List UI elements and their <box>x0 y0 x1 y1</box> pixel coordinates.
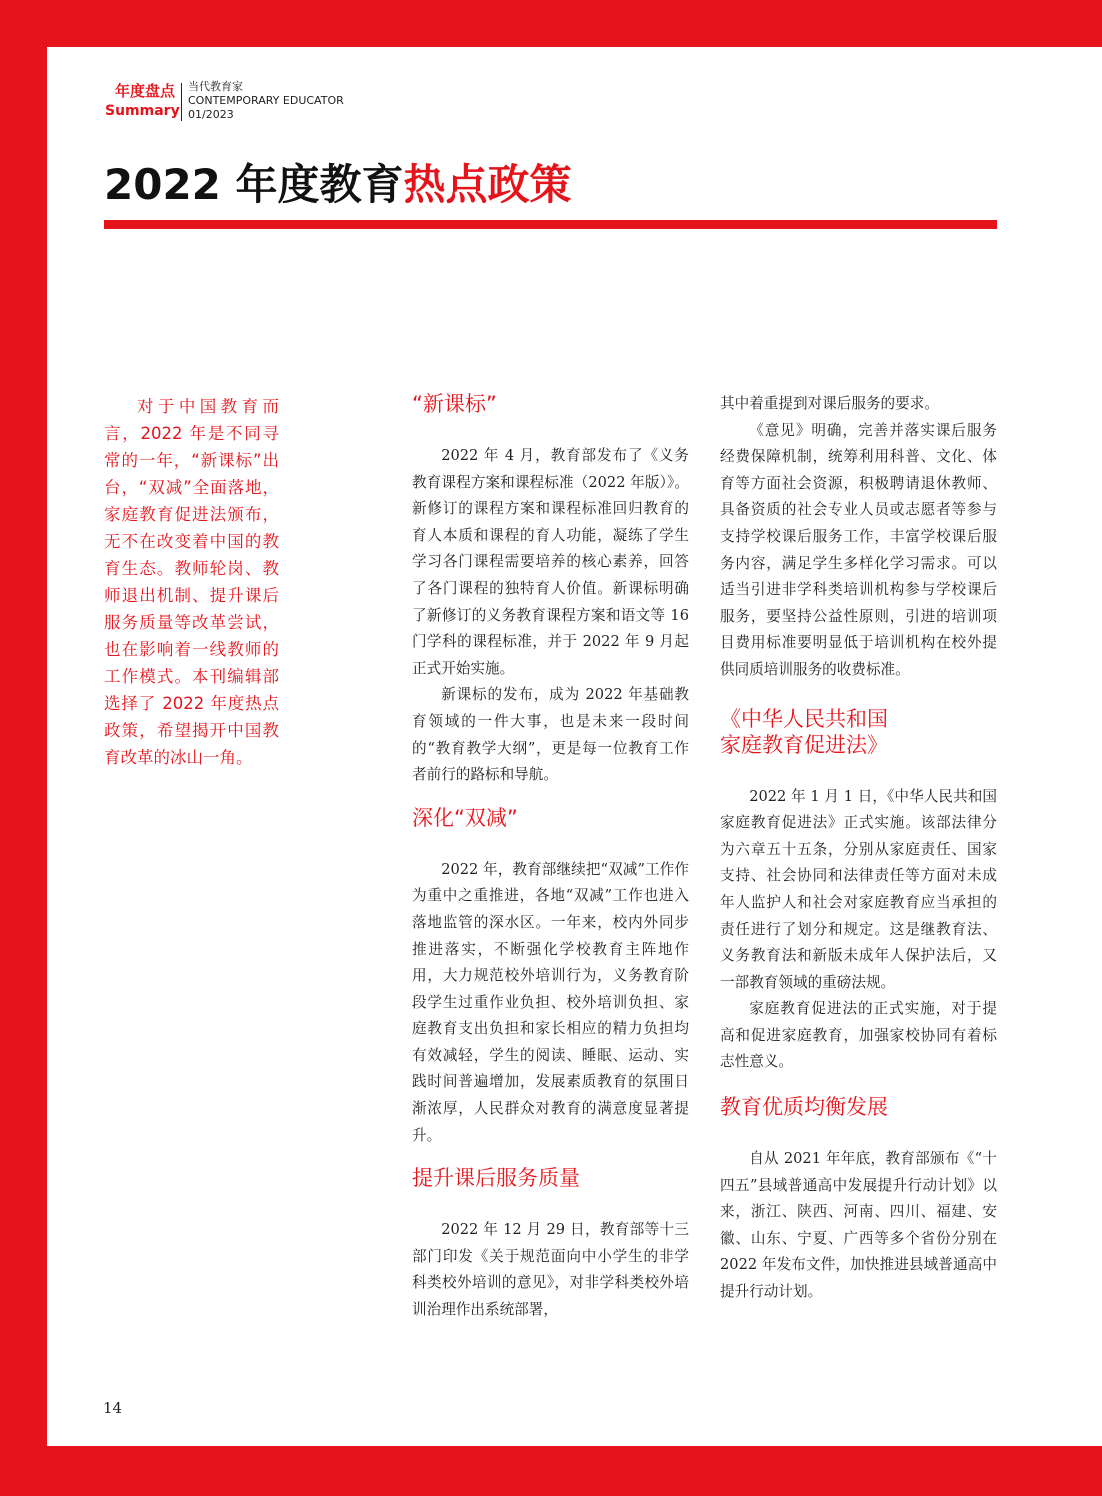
column-2 <box>720 391 997 1306</box>
page-title-highlight: 热点政策 <box>403 160 572 209</box>
section-label-zh: 年度盘点 <box>114 82 175 100</box>
magazine-name-zh: 当代教育家 <box>188 80 243 93</box>
balanced-p1: 自从 2021 年年底，教育部颁布《“十四五”县域普通高中发展提升行动计划》以来，浙江、陕西、河南、四川、福建、安徽、山东、宁夏、广西等多个省份分别在 2022 年发布文件，加快推进县域普通高中提升行动计划。 <box>720 1150 997 1301</box>
issue-number: 01/2023 <box>188 108 234 121</box>
after-school-p2: 《意见》明确，完善并落实课后服务经费保障机制，统筹利用科普、文化、体育等方面社会资源，积极聘请退休教师、具备资质的社会专业人员或志愿者等参与支持学校课后服务工作，丰富学校课后服务内容，满足学生多样化学习需求。可以适当引进非学科类培训机构参与学校课后服务，要坚持公益性原则，引进的培训项目费用标准要明显低于培训机构在校外提供同质培训服务的收费标准。 <box>720 421 997 678</box>
magazine-info <box>188 80 408 122</box>
title-rule <box>104 220 997 229</box>
heading-family-law-line2: 家庭教育促进法》 <box>720 732 888 757</box>
heading-new-standard: “新课标” <box>412 392 497 416</box>
after-school-p1: 2022 年 12 月 29 日，教育部等十三部门印发《关于规范面向中小学生的非学科类校外培训的意见》，对非学科类校外培训治理作出系统部署， <box>412 1221 689 1319</box>
new-standard-p1: 2022 年 4 月，教育部发布了《义务教育课程方案和课程标准（2022 年版）》。新修订的课程方案和课程标准回归教育的育人本质和课程的育人功能，凝练了学生学习各门课程需要培养的核心素养，回答了各门课程的独特育人价值。新课标明确了新修订的义务教育课程方案和语文等 16 门学科的课程标准，并于 2022 年 9 月起正式开始实施。 <box>412 447 689 677</box>
column-1 <box>412 391 689 1324</box>
after-school-p1-cont: 其中着重提到对课后服务的要求。 <box>720 395 939 412</box>
new-standard-p2: 新课标的发布，成为 2022 年基础教育领域的一件大事，也是未来一段时间的“教育教学大纲”，更是每一位教育工作者前行的路标和导航。 <box>412 686 689 784</box>
family-law-p2: 家庭教育促进法的正式实施，对于提高和促进家庭教育，加强家校协同有着标志性意义。 <box>720 1000 997 1071</box>
double-reduction-p1: 2022 年，教育部继续把“双减”工作作为重中之重推进，各地“双减”工作也进入落地监管的深水区。一年来，校内外同步推进落实，不断强化学校教育主阵地作用，大力规范校外培训行为，义务教育阶段学生过重作业负担、校外培训负担、家庭教育支出负担和家长相应的精力负担均有效减轻，学生的阅读、睡眠、运动、实践时间普遍增加，发展素质教育的氛围日渐浓厚，人民群众对教育的满意度显著提升。 <box>412 860 689 1144</box>
magazine-page <box>47 47 1102 1446</box>
intro-text: 对于中国教育而言，2022 年是不同寻常的一年，“新课标”出台，“双减”全面落地，家庭教育促进法颁布，无不在改变着中国的教育生态。教师轮岗、教师退出机制、提升课后服务质量等改革尝试，也在影响着一线教师的工作模式。本刊编辑部选择了 2022 年度热点政策，希望揭开中国教育改革的冰山一角。 <box>104 397 279 767</box>
section-label-en: Summary <box>105 103 180 119</box>
heading-family-law <box>720 706 997 758</box>
magazine-name-en: CONTEMPORARY EDUCATOR <box>188 94 344 107</box>
family-law-p1: 2022 年 1 月 1 日，《中华人民共和国家庭教育促进法》正式实施。该部法律分为六章五十五条，分别从家庭责任、国家支持、社会协同和法律责任等方面对未成年人监护人和社会对家庭教育应当承担的责任进行了划分和规定。这是继教育法、义务教育法和新版未成年人保护法后，又一部教育领域的重磅法规。 <box>720 787 997 991</box>
heading-family-law-line1: 《中华人民共和国 <box>720 706 888 731</box>
section-label <box>105 81 180 121</box>
page-number: 14 <box>103 1399 123 1417</box>
page-title-prefix: 2022 年度教育 <box>104 160 404 209</box>
page-title <box>104 155 804 215</box>
heading-after-school: 提升课后服务质量 <box>412 1166 580 1191</box>
heading-balanced: 教育优质均衡发展 <box>720 1095 888 1120</box>
header-divider <box>181 83 182 121</box>
heading-double-reduction: 深化“双减” <box>412 805 518 830</box>
